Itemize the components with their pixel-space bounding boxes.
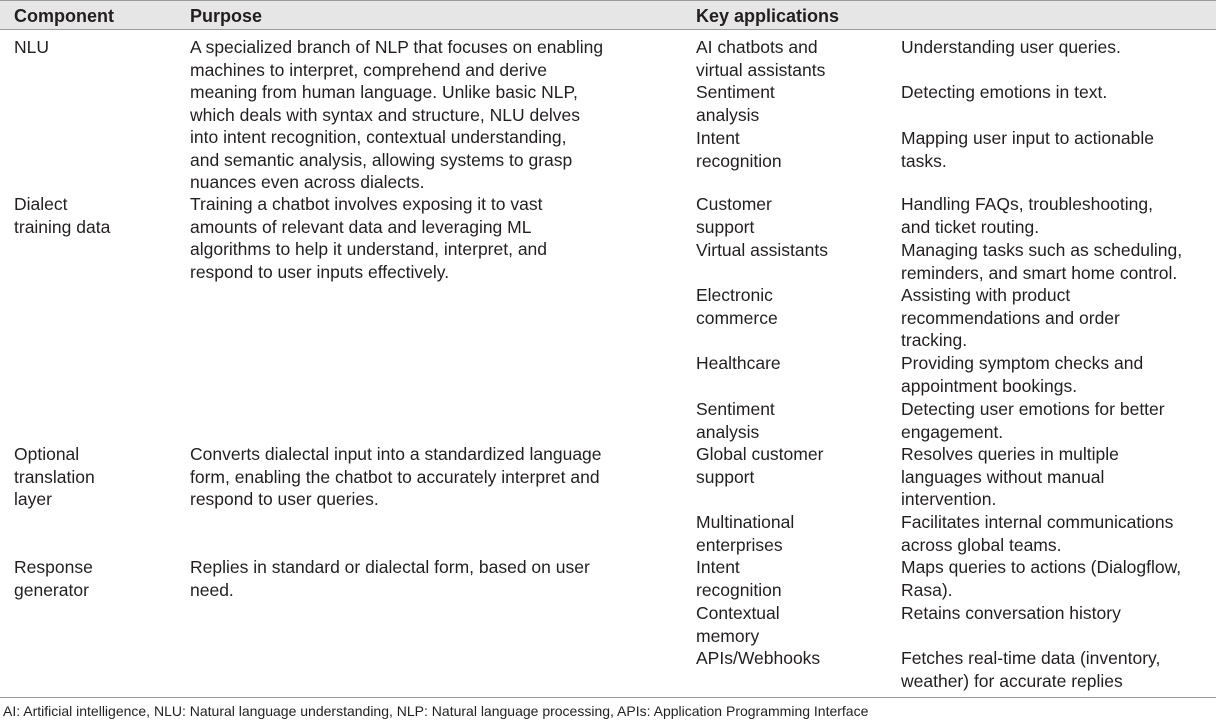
- purpose-cell: Training a chatbot involves exposing it to vast amounts of relevant data and leveraging ML algorithms to help it understand, interpret, and respond to user inputs effectively.: [190, 194, 548, 282]
- header-purpose: Purpose: [190, 6, 263, 26]
- application-name: Virtual assistants: [696, 240, 828, 260]
- table-footnote: AI: Artificial intelligence, NLU: Natural language understanding, NLP: Natural language processing, APIs: Application Programming Interface: [3, 703, 869, 719]
- application-description: Fetches real-time data (inventory, weather) for accurate replies: [901, 648, 1161, 691]
- application-description: Resolves queries in multiple languages without manual intervention.: [901, 444, 1119, 509]
- application-name: Healthcare: [696, 353, 781, 373]
- application-description: Handling FAQs, troubleshooting, and ticket routing.: [901, 194, 1153, 237]
- header-key-applications: Key applications: [696, 6, 840, 26]
- application-name: Multinational enterprises: [696, 512, 795, 555]
- application-description: Mapping user input to actionable tasks.: [901, 128, 1154, 171]
- application-description: Detecting emotions in text.: [901, 82, 1108, 102]
- application-description: Providing symptom checks and appointment bookings.: [901, 353, 1144, 396]
- application-name: AI chatbots and virtual assistants: [696, 37, 826, 80]
- application-name: Customer support: [696, 194, 772, 237]
- application-description: Maps queries to actions (Dialogflow, Rasa).: [901, 557, 1182, 600]
- table-bottom-rule: [0, 697, 1216, 698]
- table-header: [0, 0, 1216, 30]
- application-name: Intent recognition: [696, 128, 782, 171]
- application-name: Global customer support: [696, 444, 824, 487]
- component-cell: Dialect training data: [14, 194, 111, 237]
- application-description: Managing tasks such as scheduling, reminders, and smart home control.: [901, 240, 1183, 283]
- component-cell: Response generator: [14, 557, 93, 600]
- application-description: Understanding user queries.: [901, 37, 1121, 57]
- application-name: Electronic commerce: [696, 285, 778, 328]
- purpose-cell: Replies in standard or dialectal form, based on user need.: [190, 557, 590, 600]
- application-description: Assisting with product recommendations and order tracking.: [901, 285, 1120, 350]
- header-component: Component: [14, 6, 114, 26]
- application-name: Intent recognition: [696, 557, 782, 600]
- application-name: Sentiment analysis: [696, 399, 775, 442]
- application-description: Detecting user emotions for better engagement.: [901, 399, 1165, 442]
- application-name: APIs/Webhooks: [696, 648, 821, 668]
- application-name: Contextual memory: [696, 603, 780, 646]
- application-description: Retains conversation history: [901, 603, 1121, 623]
- component-cell: NLU: [14, 37, 50, 57]
- purpose-cell: Converts dialectal input into a standardized language form, enabling the chatbot to accurately interpret and respond to user queries.: [190, 444, 602, 509]
- component-cell: Optional translation layer: [14, 444, 95, 509]
- application-name: Sentiment analysis: [696, 82, 775, 125]
- purpose-cell: A specialized branch of NLP that focuses on enabling machines to interpret, comprehend and derive meaning from human language. Unlike basic NLP, which deals with syntax and structure, NLU delves into intent recognition, contextual understanding, and semantic analysis, allowing systems to grasp nuances even across dialects.: [190, 37, 604, 192]
- application-description: Facilitates internal communications across global teams.: [901, 512, 1174, 555]
